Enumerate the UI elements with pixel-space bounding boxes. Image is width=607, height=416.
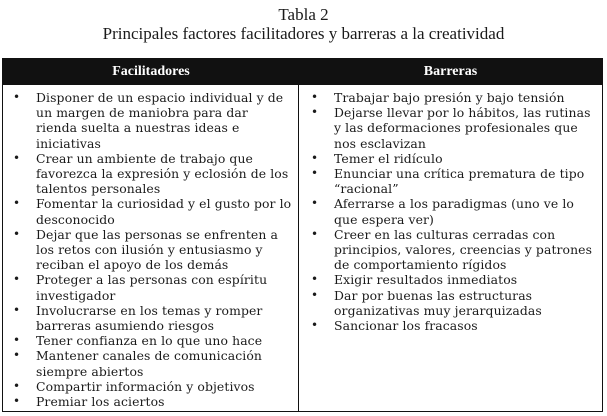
barreras-list bbox=[309, 90, 596, 333]
facilitadores-list bbox=[11, 90, 292, 409]
list-item: • Trabajar bajo presión y bajo tensión bbox=[309, 90, 596, 105]
factors-table bbox=[2, 58, 603, 412]
list-item: • Dejar que las personas se enfrenten a los retos con ilusión y entusiasmo y reciban el apoyo de los demás bbox=[11, 227, 292, 273]
list-item: • Premiar los aciertos bbox=[11, 394, 292, 409]
table-caption bbox=[0, 0, 607, 44]
barreras-column bbox=[299, 85, 602, 411]
header-facilitadores: Facilitadores bbox=[112, 64, 190, 79]
list-item: • Exigir resultados inmediatos bbox=[309, 272, 596, 287]
list-item: • Creer en las culturas cerradas con principios, valores, creencias y patrones de comportamiento rígidos bbox=[309, 227, 596, 273]
table-header-row bbox=[3, 59, 602, 85]
list-item: • Fomentar la curiosidad y el gusto por lo desconocido bbox=[11, 196, 292, 226]
header-barreras: Barreras bbox=[423, 64, 478, 79]
table-title: Principales factores facilitadores y barreras a la creatividad bbox=[102, 24, 505, 43]
list-item: • Aferrarse a los paradigmas (uno ve lo que espera ver) bbox=[309, 196, 596, 226]
list-item: • Disponer de un espacio individual y de un margen de maniobra para dar rienda suelta a nuestras ideas e iniciativas bbox=[11, 90, 292, 151]
list-item: • Mantener canales de comunicación siempre abiertos bbox=[11, 348, 292, 378]
list-item: • Enunciar una crítica prematura de tipo “racional” bbox=[309, 166, 596, 196]
list-item: • Sancionar los fracasos bbox=[309, 318, 596, 333]
list-item: • Involucrarse en los temas y romper barreras asumiendo riesgos bbox=[11, 303, 292, 333]
table-body bbox=[3, 85, 602, 411]
list-item: • Dar por buenas las estructuras organizativas muy jerarquizadas bbox=[309, 288, 596, 318]
list-item: • Crear un ambiente de trabajo que favorezca la expresión y eclosión de los talentos personales bbox=[11, 151, 292, 197]
table-label: Tabla 2 bbox=[278, 5, 329, 24]
facilitadores-column bbox=[3, 85, 299, 411]
list-item: • Proteger a las personas con espíritu investigador bbox=[11, 272, 292, 302]
list-item: • Temer el ridículo bbox=[309, 151, 596, 166]
list-item: • Compartir información y objetivos bbox=[11, 379, 292, 394]
list-item: • Dejarse llevar por lo hábitos, las rutinas y las deformaciones profesionales que nos esclavizan bbox=[309, 105, 596, 151]
list-item: • Tener confianza en lo que uno hace bbox=[11, 333, 292, 348]
